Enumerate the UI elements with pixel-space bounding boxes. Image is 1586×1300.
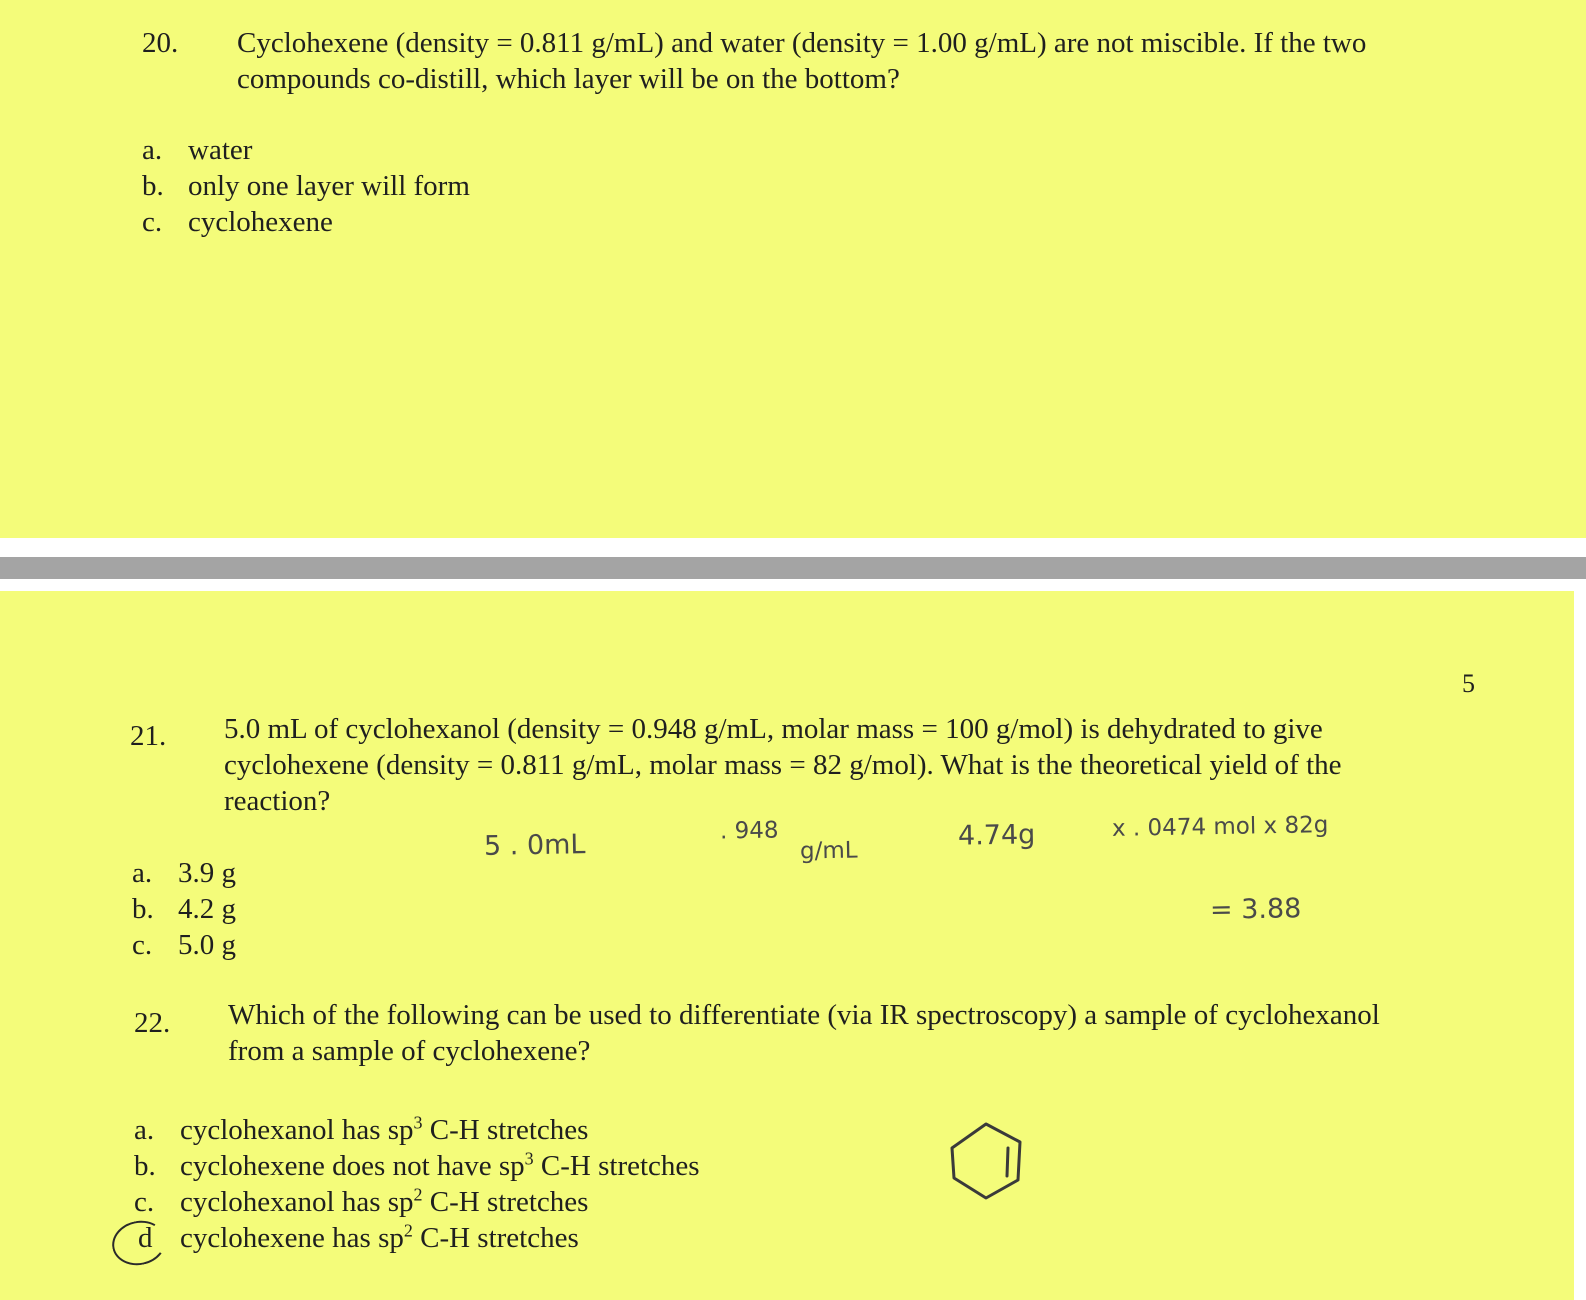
question-20-number: 20.: [142, 27, 179, 59]
question-22-option-b: [134, 1148, 700, 1184]
option-text-end: C-H stretches: [412, 1222, 579, 1254]
option-letter: a.: [142, 134, 163, 166]
option-letter: c.: [134, 1186, 155, 1218]
question-22-option-c: [134, 1184, 588, 1220]
page-separator: [0, 557, 1586, 579]
option-text-start: cyclohexene does not have sp: [180, 1150, 525, 1182]
option-text: cyclohexene: [188, 206, 333, 238]
handwritten-density: . 948: [719, 817, 779, 845]
question-20-text-line-1: Cyclohexene (density = 0.811 g/mL) and water (density = 1.00 g/mL) are not miscible. If the two: [237, 27, 1367, 59]
question-20-option-a: [142, 132, 252, 168]
option-letter: b.: [142, 170, 164, 202]
option-text: water: [188, 134, 253, 166]
question-21-text-line-3: reaction?: [224, 785, 331, 817]
question-20-option-b: [142, 168, 470, 204]
question-22-number: 22.: [134, 1007, 171, 1039]
question-20-text-line-2: compounds co-distill, which layer will be on the bottom?: [237, 63, 900, 95]
question-21-number: 21.: [130, 720, 167, 752]
question-22-option-a: [134, 1112, 588, 1148]
option-text-end: C-H stretches: [422, 1186, 589, 1218]
question-21-option-a: [132, 855, 236, 891]
option-text: 5.0 g: [178, 929, 236, 961]
option-letter: a.: [132, 857, 153, 889]
option-text-start: cyclohexanol has sp: [180, 1114, 414, 1146]
option-text-start: cyclohexene has sp: [180, 1222, 404, 1254]
handwritten-units: g/mL: [799, 837, 858, 865]
option-letter: b.: [134, 1150, 156, 1182]
option-text-end: C-H stretches: [533, 1150, 700, 1182]
handwritten-mass: 4.74g: [957, 819, 1036, 852]
option-letter: c.: [132, 929, 153, 961]
superscript: 3: [413, 1112, 423, 1133]
option-text-start: cyclohexanol has sp: [180, 1186, 414, 1218]
option-letter: d: [138, 1222, 153, 1254]
handwritten-result: = 3.88: [1209, 893, 1302, 926]
option-text: 3.9 g: [178, 857, 236, 889]
question-22-text-line-1: Which of the following can be used to differentiate (via IR spectroscopy) a sample of cyclohexanol: [228, 999, 1380, 1031]
question-21-option-c: [132, 927, 236, 963]
option-text: 4.2 g: [178, 893, 236, 925]
question-22-option-d: [134, 1220, 579, 1256]
option-letter: a.: [134, 1114, 155, 1146]
handwritten-moles: x . 0474 mol x 82g: [1111, 812, 1329, 842]
page-number: 5: [1462, 669, 1475, 698]
question-20-option-c: [142, 204, 333, 240]
handwritten-volume: 5 . 0mL: [483, 829, 586, 862]
page-upper: [0, 0, 1586, 538]
superscript: 3: [524, 1148, 534, 1169]
question-21-option-b: [132, 891, 236, 927]
question-22-text-line-2: from a sample of cyclohexene?: [228, 1035, 591, 1067]
superscript: 2: [403, 1220, 413, 1241]
option-letter: c.: [142, 206, 163, 238]
cyclohexene-sketch-icon: [946, 1118, 1030, 1202]
superscript: 2: [413, 1184, 423, 1205]
option-text: only one layer will form: [188, 170, 470, 202]
question-21-text-line-1: 5.0 mL of cyclohexanol (density = 0.948 g/mL, molar mass = 100 g/mol) is dehydrated to give: [224, 713, 1323, 745]
question-21-text-line-2: cyclohexene (density = 0.811 g/mL, molar mass = 82 g/mol). What is the theoretical yield of the: [224, 749, 1342, 781]
option-text-end: C-H stretches: [422, 1114, 589, 1146]
option-letter: b.: [132, 893, 154, 925]
